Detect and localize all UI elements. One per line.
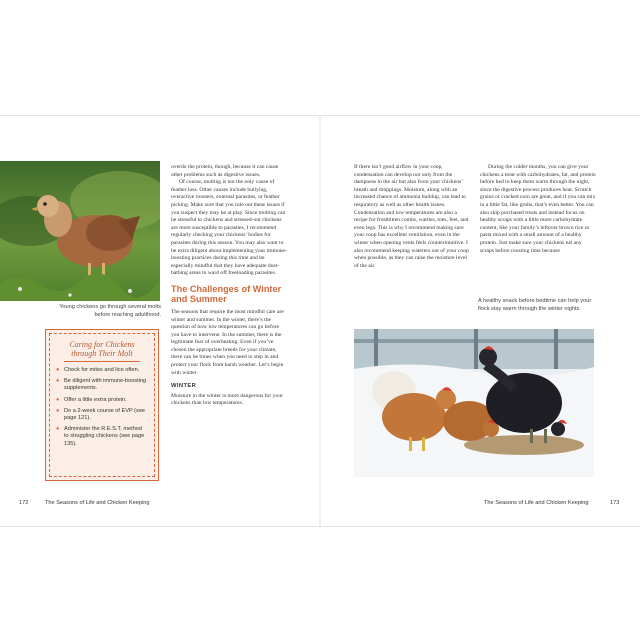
body-paragraph: Of course, molting is not the only cause of feather loss. Other causes include bullying, overactive roosters, external parasites, or feather picking. Make sure that you rule out these issues if you suspect they may be at play. Since molting can be stressful to chickens and stressed-out chickens are more susceptible to parasites, I recommend regularly checking your chickens’ bodies for parasites during this season. You may also want to be extra diligent about implementing your immune-boosting practices during this time and be especially mindful that they have adequate dust-bathing areas to ward off freeloading parasites. [171,179,287,277]
list-item [56,378,148,392]
list-item [56,408,148,422]
sidebar-title-line1: Caring for Chickens [69,340,135,349]
bullet-icon: ● [56,426,60,433]
body-paragraph: Moisture in the winter is more dangerous for your chickens than low temperatures. [171,392,283,407]
list-item-text: Check for mites and lice often. [64,367,140,373]
young-chicken-photo [0,161,160,301]
young-chicken-illustration [0,161,160,301]
hens-in-snow-photo [354,329,594,477]
body-paragraph: During the colder months, you can give your chickens a treat with carbohydrates, fat, and protein before bed to keep them warm through the night, since the digestive process produces heat. Scratch grains or cracked corn are great, and if you can mix in a little fat, like grubs, that’s even better. You can also skip purchased treats and instead focus on healthy scraps with a little more carbohydrate content, like your family’s leftover brown rice or pasta mixed with a small amount of a healthy protein. Just make sure your chickens eat any scraps before roosting time because [480,164,596,254]
body-paragraph: The seasons that require the most mindful care are winter and summer. In the winter, there’s the question of how low temperatures can go before you have to intervene. In the summer, there is the legitimate fear of overheating. Even if you’ve chosen the appropriate breeds for your climate, there can be times when you need to step in and protect your flock from harsh weather. Let’s begin with winter. [171,308,284,376]
section-heading: The Challenges of Winter and Summer [171,283,282,304]
left-photo-caption: Young chickens go through several molts before reaching adulthood. [59,304,161,318]
list-item [56,397,148,404]
left-text-column [171,164,287,408]
book-spread [0,115,640,527]
bullet-icon: ● [56,367,60,373]
sidebar-list [56,367,148,448]
list-item-text: Administer the R.E.S.T. method to struggling chickens (see page 135). [64,426,145,447]
sidebar-divider [64,361,140,362]
list-item [56,367,148,374]
right-page-number: 173 [610,500,620,506]
left-running-footer: The Seasons of Life and Chicken Keeping [45,500,150,506]
list-item-text: Do a 2-week course of EVP (see page 121). [64,407,146,422]
sidebar-inner-border [49,333,155,477]
body-paragraph: If there isn’t good airflow in your coop, condensation can develop not only from the dampness in the air but also from your chickens’ breath and droppings. Moisture, along with an increased chance of ammonia buildup, can lead to respiratory as well as other health issues. Condensation and low temperatures are also a recipe for frostbitten combs, wattles, toes, feet, and even legs. This is why I recommend making sure your coop has excellent ventilation, even in the winter when opening vents feels counterintuitive. I also recommend keeping waterers out of your coop when possible, as they can raise the moisture level of the air. [354,164,469,269]
list-item [56,426,148,448]
page-gutter [319,116,321,526]
sidebar-title [56,340,148,358]
bullet-icon: ● [56,378,60,385]
molt-care-sidebar [45,329,159,481]
list-item-text: Offer a little extra protein. [64,396,127,403]
bullet-icon: ● [56,396,60,403]
right-photo-caption: A healthy snack before bedtime can help your flock stay warm through the winter nights. [478,298,592,312]
right-running-footer: The Seasons of Life and Chicken Keeping [484,500,589,506]
subsection-heading: WINTER [171,383,197,390]
right-text-column-1 [354,164,470,270]
hens-in-snow-illustration [354,329,594,477]
list-item-text: Be diligent with immune-boosting supplements. [64,378,147,392]
left-page-number: 172 [19,500,29,506]
sidebar-title-line2: through Their Molt [71,349,133,358]
right-text-column-2 [480,164,596,255]
body-paragraph: overdo the protein, though, because it can cause other problems such as digestive issues. [171,164,279,178]
bullet-icon: ● [56,407,60,414]
